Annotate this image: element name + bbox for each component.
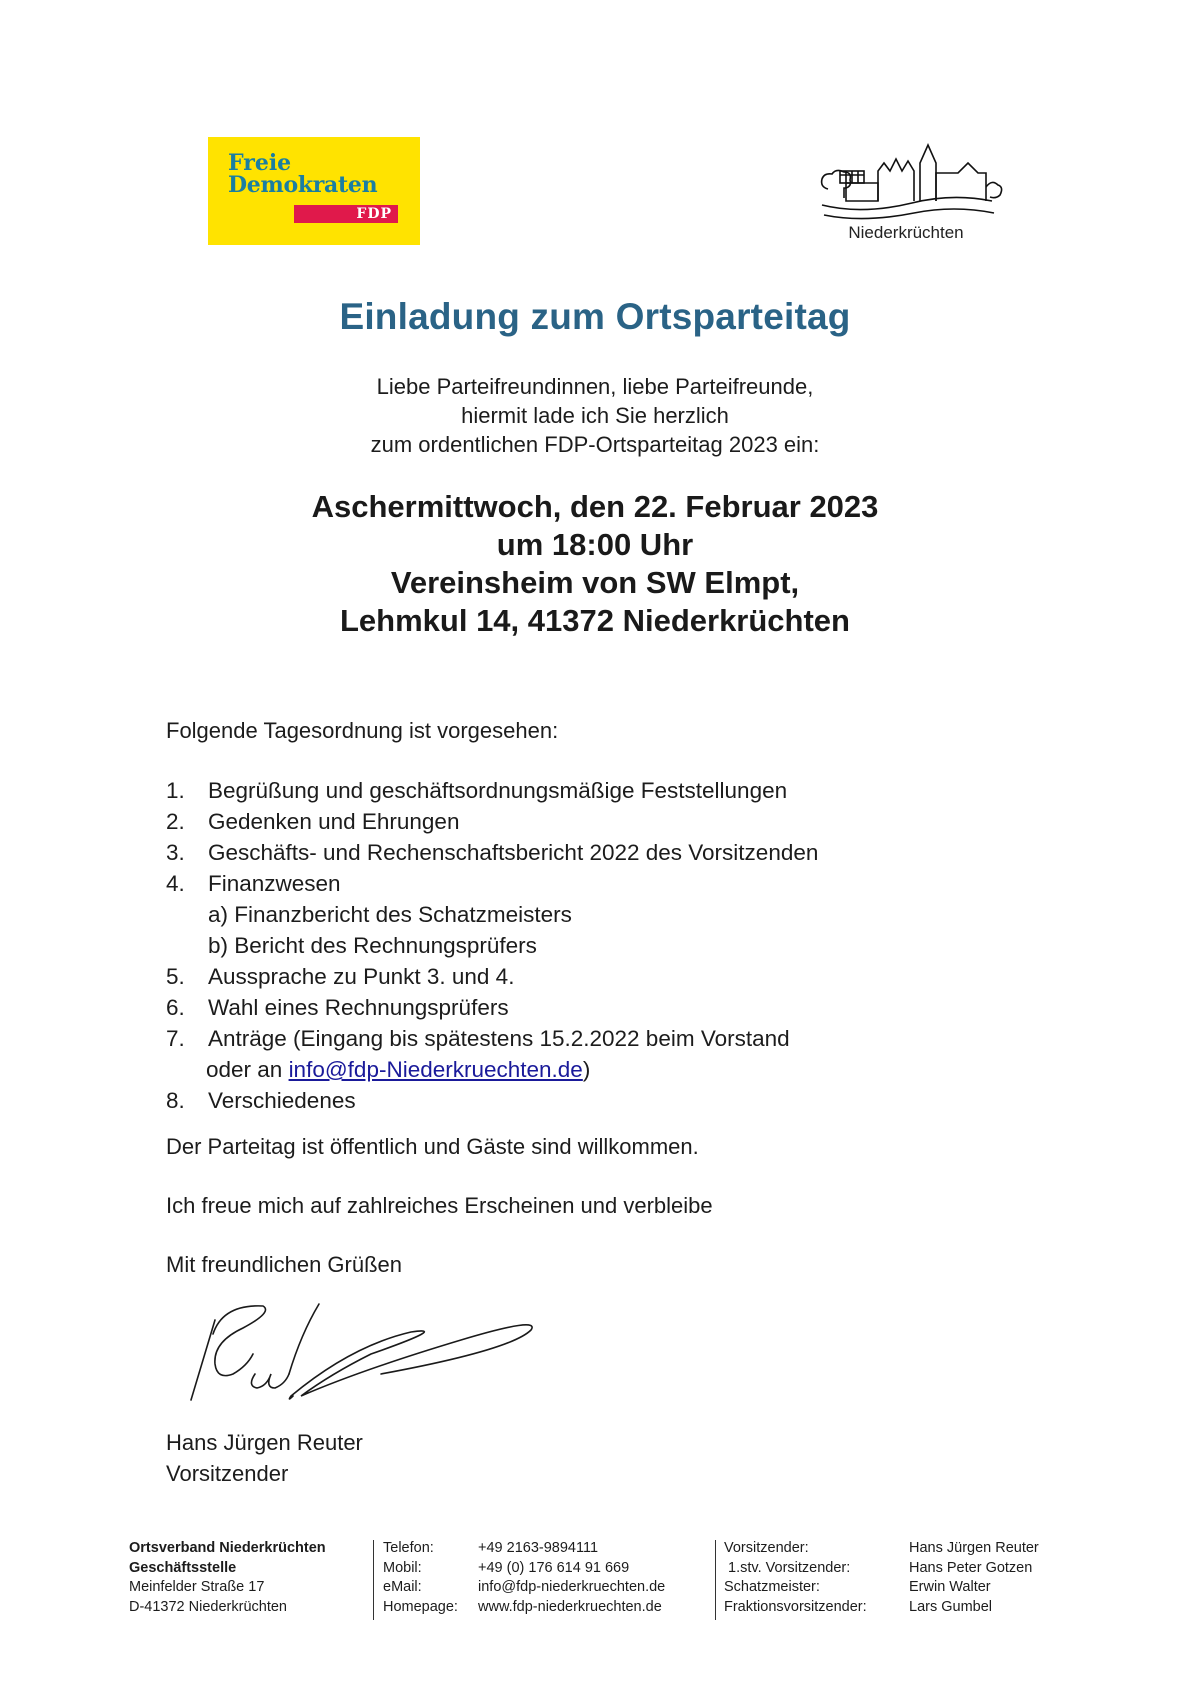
contact-phone: +49 2163-9894111	[478, 1540, 599, 1556]
fdp-badge-label: FDP	[356, 206, 392, 222]
agenda-subitem: a) Finanzbericht des Schatzmeisters	[208, 902, 572, 927]
contact-mobile: +49 (0) 176 614 91 669	[478, 1559, 630, 1576]
event-time: um 18:00 Uhr	[496, 527, 694, 562]
signer-block	[166, 1427, 363, 1489]
board-role: Schatzmeister:	[724, 1579, 820, 1595]
agenda-list	[166, 775, 818, 1116]
footer-org-office: Geschäftsstelle	[129, 1559, 237, 1576]
board-role: Fraktionsvorsitzender:	[724, 1598, 867, 1615]
agenda-item	[166, 1085, 818, 1116]
agenda-item-text: Gedenken und Ehrungen	[208, 809, 460, 834]
agenda-item	[166, 837, 818, 868]
public-note: Der Parteitag ist öffentlich und Gäste sind willkommen.	[166, 1134, 699, 1159]
footer-org-street: Meinfelder Straße 17	[129, 1579, 265, 1595]
board-name: Lars Gumbel	[909, 1598, 993, 1615]
board-role: Vorsitzender:	[724, 1540, 809, 1556]
town-skyline-icon	[806, 135, 1006, 223]
agenda-item-text: Begrüßung und geschäftsordnungsmäßige Feststellungen	[208, 778, 788, 803]
board-role: 1.stv. Vorsitzender:	[724, 1559, 851, 1576]
agenda-item	[166, 868, 818, 899]
town-logo	[806, 135, 1006, 255]
board-name: Hans Jürgen Reuter	[909, 1540, 1039, 1556]
contact-label: eMail:	[383, 1579, 422, 1595]
agenda-item-text: Geschäfts- und Rechenschaftsbericht 2022 des Vorsitzenden	[208, 840, 819, 865]
intro-line: zum ordentlichen FDP-Ortsparteitag 2023 ein:	[370, 432, 820, 457]
fdp-logo-line2: Demokraten	[228, 172, 378, 198]
event-details	[0, 488, 1190, 640]
agenda-item	[166, 961, 818, 992]
footer-org-city: D-41372 Niederkrüchten	[129, 1598, 287, 1615]
agenda-item-number: 5.	[166, 964, 185, 989]
contact-label: Homepage:	[383, 1598, 458, 1615]
footer-contact	[383, 1539, 665, 1617]
agenda-item	[166, 992, 818, 1023]
email-link[interactable]: info@fdp-Niederkruechten.de	[288, 1057, 583, 1082]
agenda-item-text: Aussprache zu Punkt 3. und 4.	[208, 964, 515, 989]
agenda-item-text: Wahl eines Rechnungsprüfers	[208, 995, 509, 1020]
agenda-item	[166, 1023, 818, 1054]
signer-name: Hans Jürgen Reuter	[166, 1430, 363, 1455]
continuation-prefix: oder an	[206, 1057, 289, 1082]
signature	[185, 1300, 575, 1410]
agenda-item-text: Verschiedenes	[208, 1088, 356, 1113]
event-date: Aschermittwoch, den 22. Februar 2023	[311, 489, 879, 524]
footer-divider	[715, 1540, 716, 1620]
signature-icon	[185, 1300, 575, 1410]
agenda-item-text: Finanzwesen	[208, 871, 341, 896]
intro-text	[0, 372, 1190, 459]
agenda-item-number: 2.	[166, 809, 185, 834]
agenda-item-number: 4.	[166, 871, 185, 896]
board-name: Erwin Walter	[909, 1579, 991, 1595]
intro-line: Liebe Parteifreundinnen, liebe Parteifreunde,	[376, 374, 814, 399]
event-address: Lehmkul 14, 41372 Niederkrüchten	[339, 603, 850, 638]
continuation-suffix: )	[582, 1057, 591, 1082]
board-name: Hans Peter Gotzen	[909, 1559, 1033, 1576]
event-venue: Vereinsheim von SW Elmpt,	[390, 565, 800, 600]
agenda-subitem: b) Bericht des Rechnungsprüfers	[208, 933, 537, 958]
agenda-item-continuation	[166, 1054, 818, 1085]
agenda-intro: Folgende Tagesordnung ist vorgesehen:	[166, 718, 559, 743]
fdp-logo	[208, 137, 420, 245]
agenda-item	[166, 806, 818, 837]
page-title: Einladung zum Ortsparteitag	[339, 296, 851, 337]
agenda-item-text: Anträge (Eingang bis spätestens 15.2.2022 beim Vorstand	[208, 1026, 790, 1051]
agenda-item-number: 3.	[166, 840, 185, 865]
footer-organization	[129, 1539, 326, 1617]
contact-label: Mobil:	[383, 1559, 422, 1576]
footer-divider	[373, 1540, 374, 1620]
agenda-item-number: 6.	[166, 995, 185, 1020]
greeting: Mit freundlichen Grüßen	[166, 1252, 402, 1277]
agenda-item-number: 7.	[166, 1026, 185, 1051]
fdp-logo-line1: Freie	[228, 150, 292, 176]
footer-org-name: Ortsverband Niederkrüchten	[129, 1540, 326, 1556]
footer-board	[724, 1539, 1039, 1617]
agenda-item	[166, 775, 818, 806]
contact-email[interactable]: info@fdp-niederkruechten.de	[478, 1579, 666, 1595]
agenda-item-number: 1.	[166, 778, 185, 803]
fdp-badge	[294, 205, 398, 223]
intro-line: hiermit lade ich Sie herzlich	[461, 403, 729, 428]
closing-sentence: Ich freue mich auf zahlreiches Erscheinen und verbleibe	[166, 1193, 713, 1218]
agenda-item-number: 8.	[166, 1088, 185, 1113]
contact-label: Telefon:	[383, 1540, 434, 1556]
town-name: Niederkrüchten	[848, 223, 964, 242]
contact-homepage[interactable]: www.fdp-niederkruechten.de	[478, 1598, 662, 1615]
signer-role: Vorsitzender	[166, 1461, 289, 1486]
